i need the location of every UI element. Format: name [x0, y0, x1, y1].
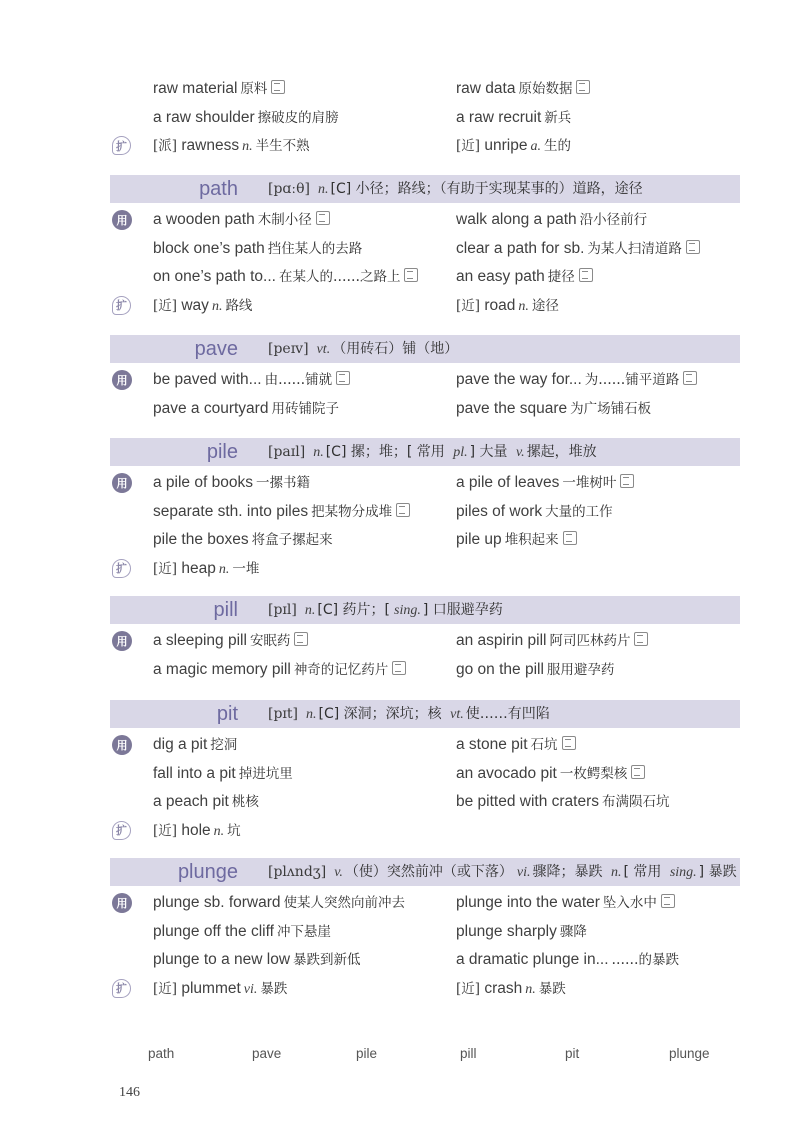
chinese-gloss: 一摞书籍 — [255, 475, 310, 491]
right-phrase — [456, 132, 571, 160]
chinese-gloss: 半生不熟 — [255, 138, 310, 154]
part-of-speech: vt. — [450, 707, 464, 722]
headword: pill — [213, 599, 238, 621]
right-phrase — [456, 395, 651, 423]
collocation-badge-icon — [686, 240, 700, 254]
phonetic: [pɪt] — [268, 706, 298, 722]
chinese-gloss: 原始数据 — [518, 81, 573, 97]
english-phrase: be pitted with craters — [456, 793, 600, 810]
definition-text: [ 常用 — [623, 864, 666, 880]
part-of-speech: vi. — [243, 981, 258, 997]
definition-text: 骤降；暴跌 — [532, 864, 607, 880]
collocation-badge-icon — [392, 661, 406, 675]
collocation-badge-icon — [396, 503, 410, 517]
english-phrase: a stone pit — [456, 736, 528, 753]
chinese-gloss: 为广场铺石板 — [570, 400, 652, 417]
english-phrase: piles of work — [456, 502, 543, 520]
chinese-gloss: 一堆 — [232, 560, 260, 577]
collocation-badge-icon — [620, 474, 634, 488]
part-of-speech: v. — [334, 865, 343, 880]
extension-marker-icon: 扩 — [112, 979, 131, 998]
part-of-speech: n. — [218, 561, 230, 577]
english-phrase: hole — [181, 821, 211, 839]
definition — [268, 335, 458, 363]
english-phrase: a peach pit — [153, 793, 229, 810]
english-phrase: a sleeping pill — [153, 632, 247, 649]
english-phrase: clear a path for sb. — [456, 239, 585, 257]
relation-tag: [近] — [153, 822, 178, 839]
english-phrase: crash — [484, 979, 523, 997]
left-phrase — [153, 555, 259, 583]
chinese-gloss: 冲下悬崖 — [276, 923, 331, 940]
english-phrase: plunge into the water — [456, 894, 600, 911]
chinese-gloss: 在某人的……之路上 — [278, 269, 401, 285]
english-phrase: heap — [181, 559, 216, 577]
english-phrase: an avocado pit — [456, 764, 557, 782]
right-phrase — [456, 366, 697, 394]
extension-marker-icon: 扩 — [112, 559, 131, 578]
chinese-gloss: 骤降 — [559, 923, 587, 940]
chinese-gloss: 新兵 — [544, 109, 572, 126]
chinese-gloss: 用砖铺院子 — [271, 400, 339, 417]
left-phrase — [153, 469, 310, 497]
english-phrase: plunge to a new low — [153, 951, 291, 968]
definition-text: ] 暴跌 — [698, 864, 737, 880]
chinese-gloss: 阿司匹林药片 — [549, 633, 631, 649]
part-of-speech: n. — [213, 823, 225, 839]
part-of-speech: sing. — [394, 603, 421, 618]
left-phrase — [153, 946, 361, 974]
definition-text: 摞起，堆放 — [526, 444, 597, 460]
right-phrase — [456, 292, 559, 320]
chinese-gloss: 擦破皮的肩膀 — [257, 109, 339, 126]
chinese-gloss: 大量的工作 — [545, 503, 613, 520]
english-phrase: way — [181, 296, 209, 314]
chinese-gloss: 沿小径前行 — [579, 212, 648, 228]
part-of-speech: n. — [318, 182, 329, 197]
phrase-row — [0, 469, 800, 497]
collocation-badge-icon — [563, 531, 577, 545]
part-of-speech: vt. — [316, 342, 331, 357]
right-phrase — [456, 498, 613, 526]
left-phrase — [153, 366, 350, 394]
english-phrase: a pile of leaves — [456, 474, 560, 491]
definition — [268, 596, 503, 624]
part-of-speech: n. — [518, 298, 529, 314]
phrase-row — [0, 918, 800, 946]
english-phrase: be paved with... — [153, 371, 262, 388]
chinese-gloss: 暴跌 — [538, 980, 566, 997]
phrase-row — [0, 627, 800, 655]
part-of-speech: n. — [242, 139, 253, 154]
part-of-speech: vi. — [516, 865, 531, 880]
phrase-row — [0, 555, 800, 583]
definition-text: [C] 深洞；深坑；核 — [318, 706, 447, 722]
english-phrase: raw material — [153, 80, 238, 97]
collocation-badge-icon — [661, 894, 675, 908]
chinese-gloss: 为某人扫清道路 — [587, 240, 682, 257]
left-phrase — [153, 975, 287, 1003]
collocation-badge-icon — [579, 268, 593, 282]
left-phrase — [153, 104, 339, 132]
english-phrase: a magic memory pill — [153, 660, 291, 678]
relation-tag: [近] — [153, 560, 178, 577]
chinese-gloss: 布满陨石坑 — [602, 794, 670, 810]
chinese-gloss: 使某人突然向前冲去 — [283, 895, 406, 911]
phrase-row — [0, 731, 800, 759]
english-phrase: pave the way for... — [456, 371, 582, 388]
definition-text: （用砖石）铺（地） — [332, 341, 459, 357]
entry-header — [110, 596, 740, 624]
right-phrase — [456, 206, 647, 234]
footer-nav-word: pave — [252, 1046, 282, 1061]
chinese-gloss: 神奇的记忆药片 — [293, 661, 389, 678]
phrase-row — [0, 263, 800, 291]
phrase-row — [0, 395, 800, 423]
usage-marker-icon: 用 — [112, 370, 132, 390]
english-phrase: rawness — [181, 137, 240, 154]
left-phrase — [153, 760, 293, 788]
english-phrase: separate sth. into piles — [153, 502, 309, 520]
right-phrase — [456, 975, 566, 1003]
phonetic: [plʌndʒ] — [268, 864, 327, 880]
headword: plunge — [177, 861, 238, 883]
phrase-row — [0, 75, 800, 103]
english-phrase: pave the square — [456, 399, 568, 417]
relation-tag: [近] — [153, 980, 178, 997]
extension-marker-icon: 扩 — [112, 296, 131, 315]
left-phrase — [153, 817, 241, 845]
usage-marker-icon: 用 — [112, 631, 132, 651]
part-of-speech: a. — [530, 139, 541, 154]
part-of-speech: n. — [525, 981, 536, 997]
usage-marker-icon: 用 — [112, 210, 132, 230]
phonetic: [paɪl] — [268, 444, 306, 460]
english-phrase: a pile of books — [153, 474, 253, 491]
english-phrase: plunge sharply — [456, 922, 557, 940]
phrase-row — [0, 817, 800, 845]
definition — [268, 175, 643, 203]
collocation-badge-icon — [562, 736, 576, 750]
left-phrase — [153, 526, 333, 554]
extension-marker-icon: 扩 — [112, 136, 131, 155]
english-phrase: an aspirin pill — [456, 632, 547, 649]
english-phrase: raw data — [456, 80, 516, 97]
chinese-gloss: 坑 — [227, 822, 241, 839]
collocation-badge-icon — [336, 371, 350, 385]
english-phrase: dig a pit — [153, 736, 208, 753]
chinese-gloss: 一枚鳄梨核 — [559, 765, 628, 782]
right-phrase — [456, 235, 700, 263]
relation-tag: [派] — [153, 138, 178, 154]
phonetic: [peɪv] — [268, 341, 309, 357]
right-phrase — [456, 75, 590, 103]
chinese-gloss: 挖洞 — [210, 737, 238, 753]
english-phrase: pile up — [456, 531, 502, 548]
left-phrase — [153, 788, 259, 816]
part-of-speech: n. — [304, 603, 316, 618]
right-phrase — [456, 656, 614, 684]
left-phrase — [153, 292, 252, 320]
phrase-row — [0, 132, 800, 160]
right-phrase — [456, 889, 675, 917]
footer-nav-word: plunge — [669, 1046, 710, 1061]
phonetic: [pɪl] — [268, 602, 297, 618]
relation-tag: [近] — [456, 980, 481, 997]
entry-header — [110, 175, 740, 203]
entry-header — [110, 438, 740, 466]
collocation-badge-icon — [631, 765, 645, 779]
chinese-gloss: 挡住某人的去路 — [267, 240, 363, 257]
relation-tag: [近] — [153, 297, 178, 314]
left-phrase — [153, 656, 406, 684]
definition — [268, 858, 737, 886]
english-phrase: fall into a pit — [153, 764, 236, 782]
part-of-speech: n. — [313, 445, 324, 460]
phrase-row — [0, 235, 800, 263]
english-phrase: unripe — [484, 137, 528, 154]
chinese-gloss: 堆积起来 — [504, 532, 559, 548]
chinese-gloss: 一堆树叶 — [562, 475, 617, 491]
footer-nav-word: pile — [356, 1046, 378, 1061]
left-phrase — [153, 889, 405, 917]
phrase-row — [0, 788, 800, 816]
english-phrase: plunge sb. forward — [153, 894, 281, 911]
chinese-gloss: 捷径 — [547, 269, 575, 285]
collocation-badge-icon — [271, 80, 285, 94]
right-phrase — [456, 946, 679, 974]
part-of-speech: n. — [211, 298, 223, 314]
collocation-badge-icon — [316, 211, 330, 225]
headword: pit — [216, 703, 238, 725]
definition-text: ] 大量 — [469, 444, 512, 460]
english-phrase: a wooden path — [153, 211, 255, 228]
right-phrase — [456, 104, 571, 132]
headword: pave — [194, 338, 238, 360]
left-phrase — [153, 132, 310, 160]
definition-text: [C] 摞；堆；[ 常用 — [325, 444, 450, 460]
chinese-gloss: 石坑 — [530, 737, 558, 753]
english-phrase: road — [484, 296, 516, 314]
chinese-gloss: 原料 — [240, 81, 268, 97]
collocation-badge-icon — [683, 371, 697, 385]
right-phrase — [456, 469, 634, 497]
left-phrase — [153, 206, 330, 234]
right-phrase — [456, 731, 576, 759]
right-phrase — [456, 918, 587, 946]
left-phrase — [153, 918, 331, 946]
collocation-badge-icon — [634, 632, 648, 646]
phrase-row — [0, 526, 800, 554]
right-phrase — [456, 627, 648, 655]
usage-marker-icon: 用 — [112, 735, 132, 755]
english-phrase: go on the pill — [456, 660, 544, 678]
footer-nav-word: pit — [565, 1046, 580, 1061]
definition — [268, 438, 597, 466]
english-phrase: an easy path — [456, 268, 545, 285]
chinese-gloss: 途径 — [531, 297, 559, 314]
english-phrase: pile the boxes — [153, 531, 249, 548]
chinese-gloss: 掉进坑里 — [238, 765, 293, 782]
phrase-row — [0, 104, 800, 132]
chinese-gloss: 路线 — [225, 297, 253, 314]
english-phrase: walk along a path — [456, 211, 577, 228]
left-phrase — [153, 263, 418, 291]
headword: path — [199, 178, 238, 200]
phrase-row — [0, 206, 800, 234]
left-phrase — [153, 498, 410, 526]
definition-text: [C] 药片；[ — [317, 602, 390, 618]
phrase-row — [0, 498, 800, 526]
collocation-badge-icon — [404, 268, 418, 282]
collocation-badge-icon — [576, 80, 590, 94]
relation-tag: [近] — [456, 138, 481, 154]
extension-marker-icon: 扩 — [112, 821, 131, 840]
chinese-gloss: 由……铺就 — [264, 372, 333, 388]
phrase-row — [0, 975, 800, 1003]
part-of-speech: v. — [516, 445, 525, 460]
chinese-gloss: 坠入水中 — [602, 895, 657, 911]
english-phrase: block one’s path — [153, 239, 265, 257]
english-phrase: a dramatic plunge in... — [456, 951, 609, 968]
part-of-speech: sing. — [669, 865, 697, 880]
usage-marker-icon: 用 — [112, 473, 132, 493]
definition-text: （使）突然前冲（或下落） — [344, 864, 513, 880]
english-phrase: a raw recruit — [456, 108, 542, 126]
phrase-row — [0, 292, 800, 320]
chinese-gloss: 服用避孕药 — [546, 661, 615, 678]
chinese-gloss: ……的暴跌 — [611, 952, 680, 968]
footer-nav-word: path — [148, 1046, 175, 1061]
chinese-gloss: 生的 — [543, 138, 571, 154]
chinese-gloss: 木制小径 — [257, 212, 312, 228]
left-phrase — [153, 395, 339, 423]
phrase-row — [0, 656, 800, 684]
left-phrase — [153, 235, 362, 263]
english-phrase: on one’s path to... — [153, 268, 276, 285]
right-phrase — [456, 526, 577, 554]
entry-header — [110, 858, 740, 886]
definition-text: [C] 小径；路线；（有助于实现某事的）道路，途径 — [330, 181, 643, 197]
entry-header — [110, 700, 740, 728]
left-phrase — [153, 731, 237, 759]
left-phrase — [153, 75, 285, 103]
right-phrase — [456, 760, 645, 788]
definition-text: 使……有凹陷 — [465, 706, 550, 722]
phrase-row — [0, 889, 800, 917]
part-of-speech: pl. — [453, 445, 468, 460]
right-phrase — [456, 263, 593, 291]
definition — [268, 700, 550, 728]
definition-text: ] 口服避孕药 — [422, 602, 503, 618]
entry-header — [110, 335, 740, 363]
english-phrase: pave a courtyard — [153, 399, 269, 417]
page-number: 146 — [119, 1085, 140, 1100]
chinese-gloss: 安眠药 — [249, 633, 291, 649]
right-phrase — [456, 788, 670, 816]
phrase-row — [0, 366, 800, 394]
footer-nav-word: pill — [460, 1046, 477, 1061]
english-phrase: a raw shoulder — [153, 108, 255, 126]
phrase-row — [0, 760, 800, 788]
english-phrase: plunge off the cliff — [153, 922, 274, 940]
usage-marker-icon: 用 — [112, 893, 132, 913]
collocation-badge-icon — [294, 632, 308, 646]
chinese-gloss: 桃核 — [231, 794, 259, 810]
english-phrase: plummet — [181, 979, 241, 997]
chinese-gloss: 暴跌 — [260, 980, 288, 997]
relation-tag: [近] — [456, 297, 481, 314]
left-phrase — [153, 627, 308, 655]
part-of-speech: n. — [306, 707, 317, 722]
headword: pile — [206, 441, 238, 463]
part-of-speech: n. — [610, 865, 622, 880]
phonetic: [pɑːθ] — [268, 181, 310, 197]
phrase-row — [0, 946, 800, 974]
chinese-gloss: 为……铺平道路 — [584, 372, 680, 388]
chinese-gloss: 把某物分成堆 — [311, 503, 393, 520]
chinese-gloss: 暴跌到新低 — [293, 952, 361, 968]
chinese-gloss: 将盒子摞起来 — [251, 532, 333, 548]
